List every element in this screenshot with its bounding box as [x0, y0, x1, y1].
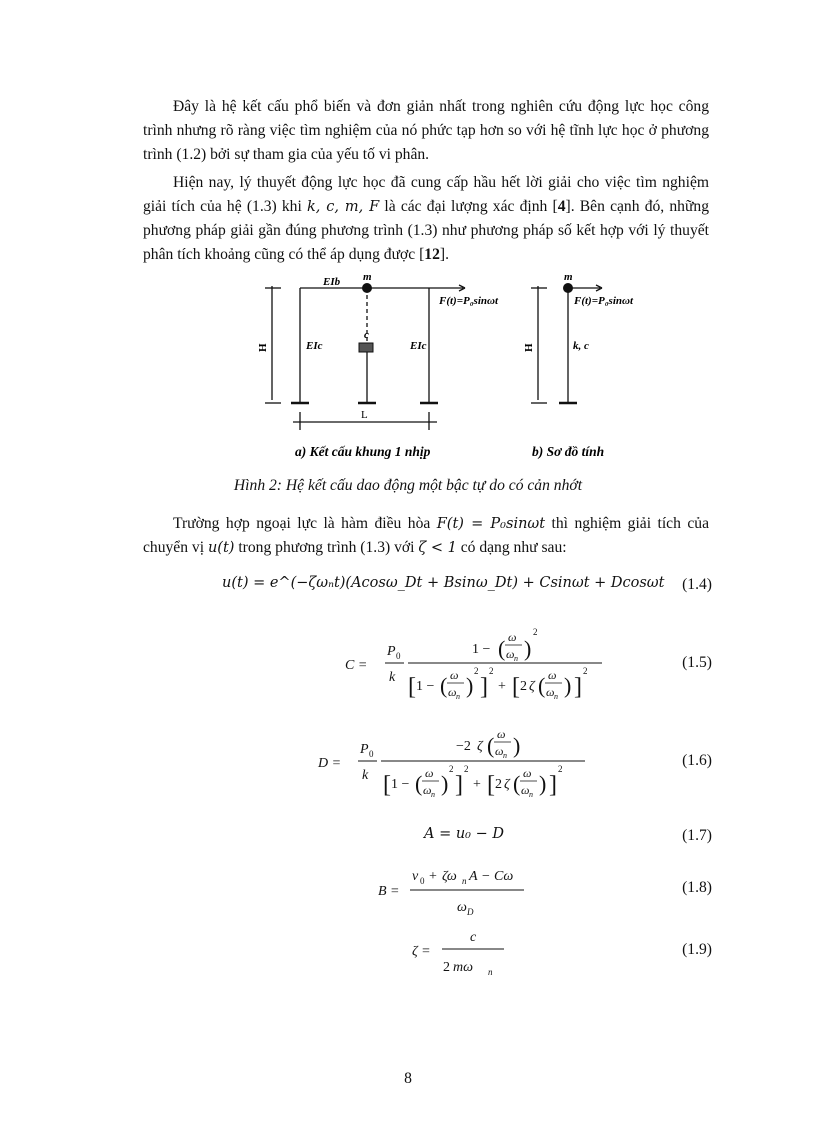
- svg-text:H: H: [257, 343, 269, 352]
- damper-icon: [359, 343, 373, 352]
- svg-text:[: [: [512, 674, 520, 700]
- svg-text:ω: ω: [457, 900, 467, 915]
- equation-1-7: A = u₀ − D: [424, 826, 504, 842]
- svg-text:k: k: [362, 768, 369, 783]
- svg-text:n: n: [554, 692, 558, 701]
- citation-4: 4: [557, 198, 566, 215]
- svg-text:n: n: [503, 751, 507, 760]
- frame-figure: [255, 272, 675, 472]
- figure-subcaption-a: a) Kết cấu khung 1 nhịp: [295, 444, 431, 459]
- svg-text:(: (: [538, 673, 546, 698]
- svg-text:ω: ω: [506, 647, 515, 661]
- svg-text:1 −: 1 −: [391, 777, 410, 792]
- svg-text:2: 2: [495, 777, 502, 792]
- svg-text:P: P: [360, 742, 369, 757]
- svg-text:m: m: [564, 272, 573, 283]
- svg-text:D =: D =: [318, 756, 342, 771]
- equation-number-1-9: (1.9): [682, 941, 712, 958]
- svg-text:+: +: [429, 869, 437, 884]
- svg-text:2: 2: [474, 666, 479, 676]
- svg-text:2: 2: [520, 679, 527, 694]
- svg-text:ζω: ζω: [442, 869, 457, 884]
- svg-text:ω: ω: [423, 783, 432, 797]
- svg-text:2: 2: [443, 960, 450, 975]
- svg-text:C =: C =: [345, 658, 368, 673]
- svg-text:): ): [466, 673, 474, 698]
- svg-text:): ): [564, 673, 572, 698]
- svg-text:ζ: ζ: [477, 739, 483, 754]
- svg-text:(: (: [513, 771, 521, 796]
- svg-text:2: 2: [558, 764, 563, 774]
- svg-text:0: 0: [369, 749, 374, 759]
- svg-text:A: A: [469, 869, 478, 884]
- equation-number-1-5: (1.5): [682, 654, 712, 671]
- svg-text:EIc: EIc: [306, 340, 323, 352]
- svg-text:[: [: [383, 772, 391, 798]
- equation-number-1-6: (1.6): [682, 752, 712, 769]
- sdof-mass-point: [563, 283, 573, 293]
- svg-text:]: ]: [455, 772, 463, 798]
- paragraph-1: Đây là hệ kết cấu phổ biến và đơn giản nhất trong nghiên cứu động lực học công trình nhưng rõ ràng việc tìm nghiệm của nó phức tạp hơn so với hệ tĩnh lực học ở phương trình (1.2) bởi sự tham gia của yếu tố vi phân.: [143, 98, 709, 163]
- svg-text:n: n: [488, 967, 493, 977]
- equation-1-5: [340, 617, 610, 709]
- svg-text:n: n: [529, 790, 533, 799]
- svg-text:(: (: [487, 733, 495, 758]
- svg-text:k: k: [389, 670, 396, 685]
- mass-point: [362, 283, 372, 293]
- svg-text:): ): [524, 636, 532, 661]
- svg-text:ω: ω: [450, 668, 459, 682]
- equation-number-1-8: (1.8): [682, 879, 712, 896]
- svg-text:EIb: EIb: [323, 276, 341, 288]
- svg-text:ω: ω: [448, 685, 457, 699]
- svg-text:ζ: ζ: [529, 679, 535, 694]
- svg-text:+: +: [473, 777, 481, 792]
- svg-text:[: [: [408, 674, 416, 700]
- svg-text:1 −: 1 −: [472, 642, 491, 657]
- svg-text:]: ]: [574, 674, 582, 700]
- svg-text:B =: B =: [378, 884, 400, 899]
- svg-text:ζ =: ζ =: [412, 944, 431, 959]
- svg-text:): ): [441, 771, 449, 796]
- figure-caption: Hình 2: Hệ kết cấu dao động một bậc tự do có cản nhớt: [233, 477, 583, 494]
- svg-text:F(t)=P₀sinωt: F(t)=P₀sinωt: [574, 295, 634, 307]
- svg-text:c: c: [470, 930, 477, 945]
- svg-text:m: m: [363, 272, 372, 283]
- svg-text:ζ: ζ: [504, 777, 510, 792]
- svg-text:ω: ω: [425, 766, 434, 780]
- svg-text:ω: ω: [521, 783, 530, 797]
- paragraph-3: Trường hợp ngoại lực là hàm điều hòa F(t) = P₀sinωt thì nghiệm giải tích của chuyển vị u(t) trong phương trình (1.3) với ζ < 1 có dạng như sau:: [143, 515, 709, 556]
- svg-text:[: [: [487, 772, 495, 798]
- svg-text:0: 0: [420, 876, 425, 886]
- svg-text:+: +: [498, 679, 506, 694]
- svg-text:(: (: [440, 673, 448, 698]
- svg-text:n: n: [514, 654, 518, 663]
- svg-text:ω: ω: [523, 766, 532, 780]
- svg-text:v: v: [412, 869, 419, 884]
- svg-text:ω: ω: [508, 630, 517, 644]
- equation-1-4: u(t) = e^(−ζωₙt)(Acosω_Dt + Bsinω_Dt) + Csinωt + Dcosωt: [222, 575, 665, 591]
- equation-1-9: [412, 925, 512, 981]
- figure-subcaption-b: b) Sơ đồ tính: [532, 444, 605, 459]
- svg-text:c: c: [364, 329, 369, 341]
- svg-text:−: −: [482, 869, 490, 884]
- page-number: 8: [404, 1070, 412, 1087]
- svg-text:H: H: [523, 343, 535, 352]
- svg-text:(: (: [498, 636, 506, 661]
- svg-text:): ): [539, 771, 547, 796]
- svg-text:n: n: [456, 692, 460, 701]
- svg-text:ω: ω: [495, 744, 504, 758]
- svg-text:n: n: [431, 790, 435, 799]
- svg-text:mω: mω: [453, 960, 473, 975]
- svg-text:]: ]: [480, 674, 488, 700]
- svg-text:2: 2: [533, 627, 538, 637]
- svg-text:2: 2: [489, 666, 494, 676]
- svg-text:Cω: Cω: [494, 869, 514, 884]
- svg-text:ω: ω: [546, 685, 555, 699]
- citation-12: 12: [424, 246, 440, 263]
- svg-text:(: (: [415, 771, 423, 796]
- paragraph-2: Hiện nay, lý thuyết động lực học đã cung cấp hầu hết lời giải cho việc tìm nghiệm giải tích của hệ (1.3) khi k, c, m, F là các đại lượng xác định [4]. Bên cạnh đó, những phương pháp giải gần đúng phương trình (1.3) như phương pháp số kết hợp với lý thuyết phân tích khoảng cũng có thể áp dụng được [12].: [143, 174, 710, 263]
- svg-text:L: L: [361, 409, 368, 421]
- svg-text:2: 2: [583, 666, 588, 676]
- svg-text:EIc: EIc: [410, 340, 427, 352]
- svg-text:1 −: 1 −: [416, 679, 435, 694]
- svg-text:0: 0: [396, 651, 401, 661]
- equation-number-1-7: (1.7): [682, 827, 712, 844]
- equation-1-8: [378, 863, 548, 921]
- svg-text:−2: −2: [456, 739, 471, 754]
- svg-text:]: ]: [549, 772, 557, 798]
- svg-text:F(t)=P₀sinωt: F(t)=P₀sinωt: [439, 295, 499, 307]
- svg-text:ω: ω: [497, 727, 506, 741]
- svg-text:ω: ω: [548, 668, 557, 682]
- svg-text:2: 2: [464, 764, 469, 774]
- svg-text:P: P: [387, 644, 396, 659]
- svg-text:2: 2: [449, 764, 454, 774]
- svg-text:k, c: k, c: [573, 340, 589, 352]
- svg-text:): ): [513, 733, 521, 758]
- equation-number-1-4: (1.4): [682, 576, 712, 593]
- equation-1-6: [313, 720, 603, 812]
- svg-text:n: n: [462, 876, 467, 886]
- svg-text:D: D: [467, 907, 474, 917]
